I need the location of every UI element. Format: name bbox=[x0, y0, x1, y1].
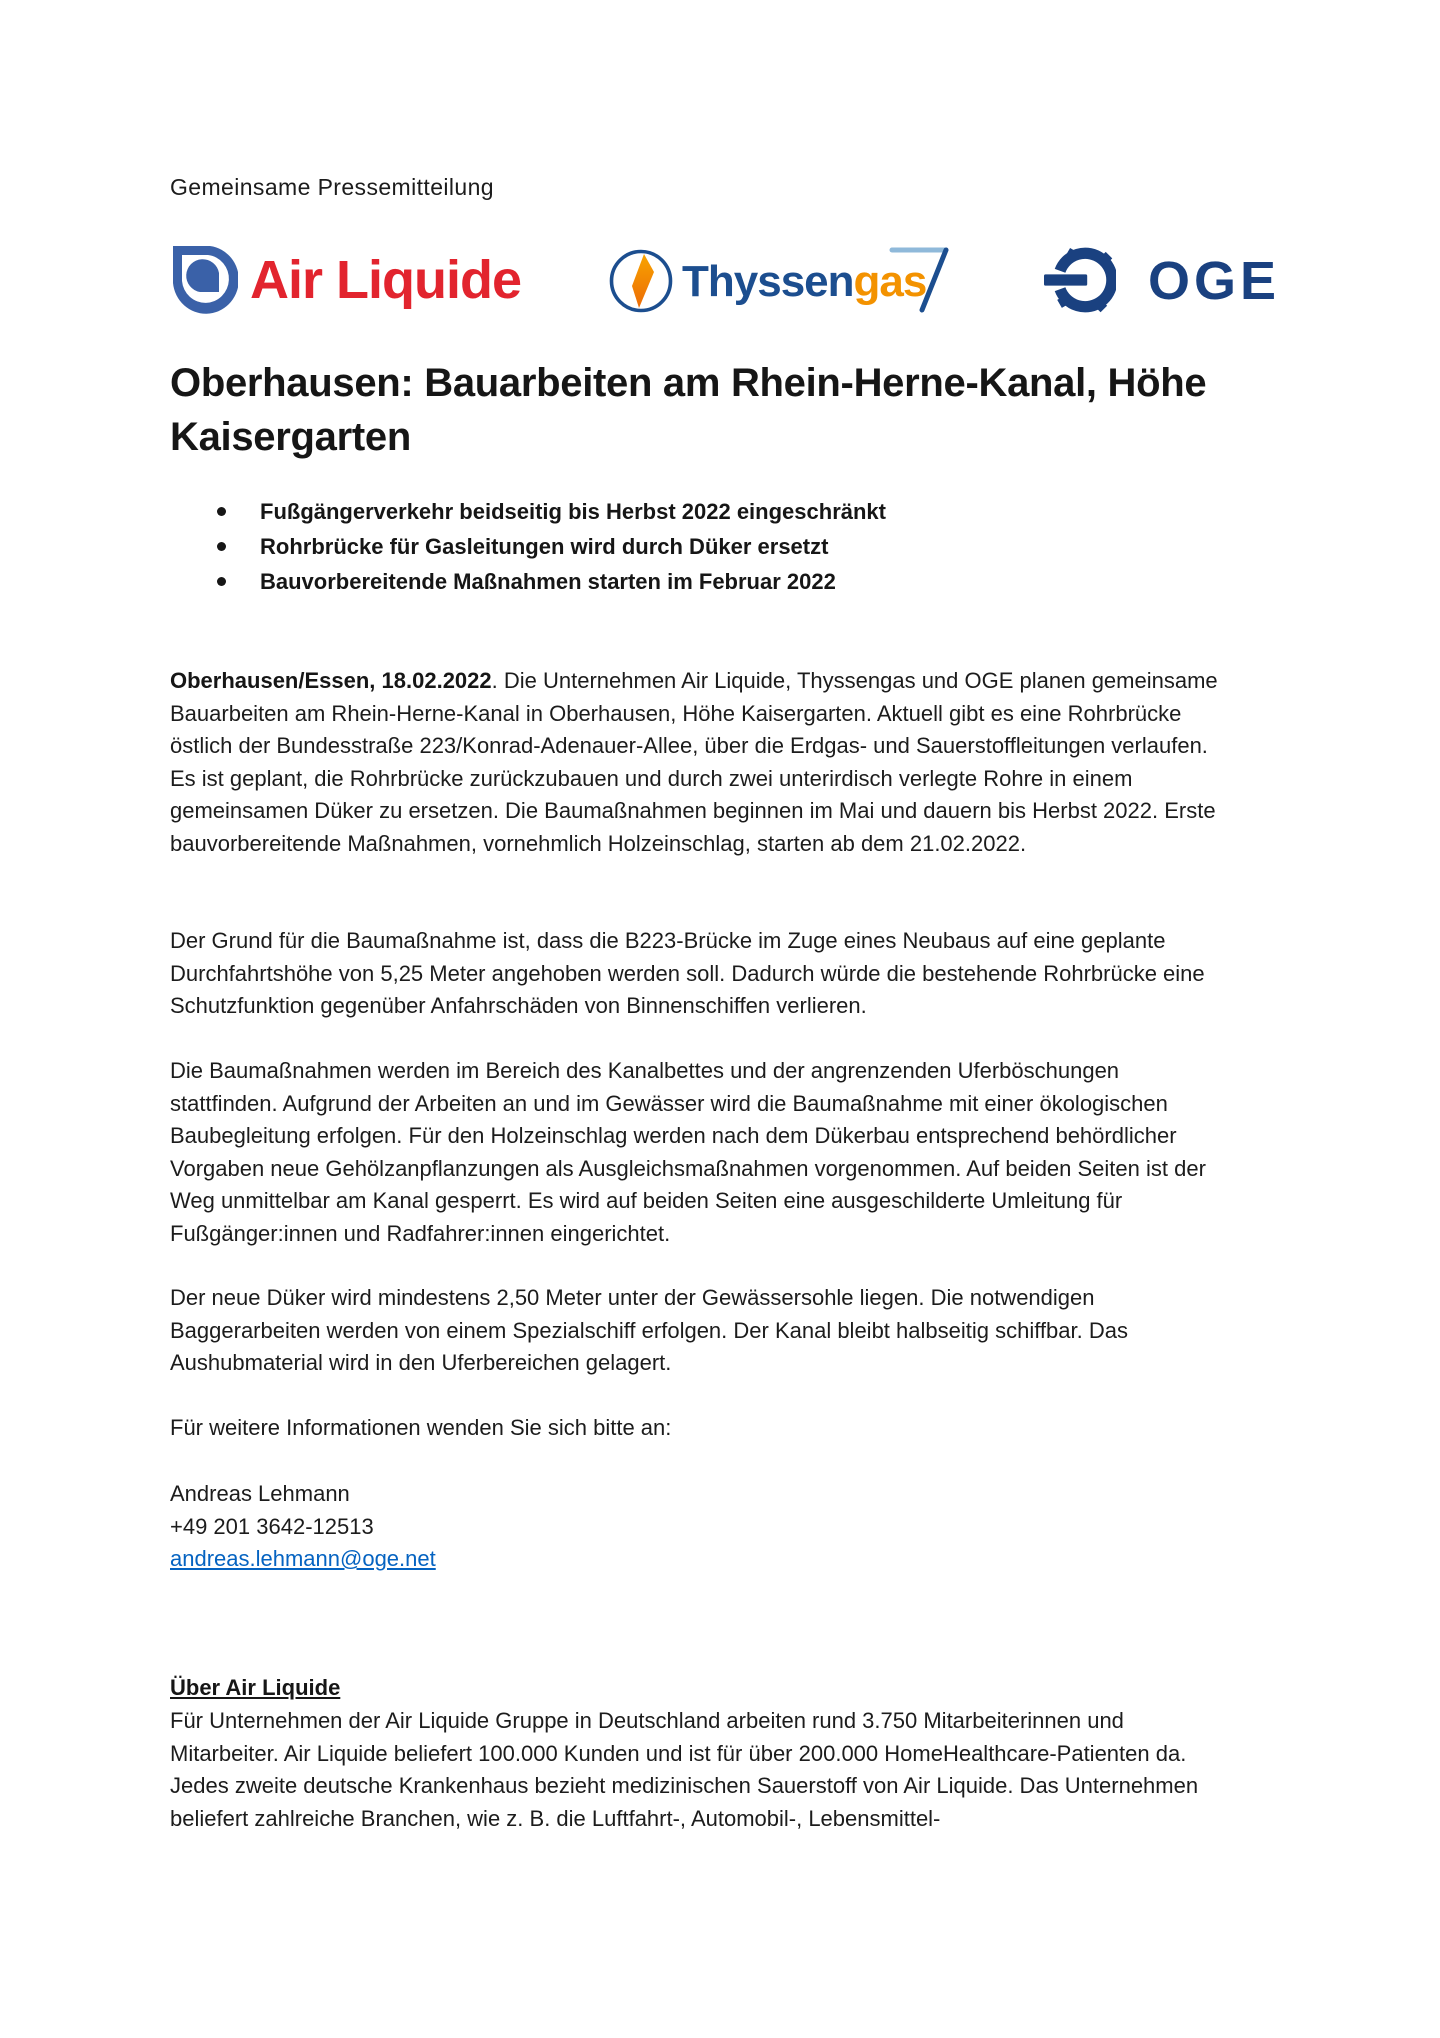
highlight-item bbox=[170, 529, 1270, 564]
oge-wordmark: OGE bbox=[1148, 251, 1281, 311]
contact-email-link[interactable]: andreas.lehmann@oge.net bbox=[170, 1546, 436, 1571]
contact-intro: Für weitere Informationen wenden Sie sich bitte an: bbox=[170, 1415, 672, 1440]
about-air-liquide-heading: Über Air Liquide bbox=[170, 1675, 341, 1700]
thyssengas-wordmark-thyssen: Thyssen bbox=[682, 257, 854, 306]
page-title: Oberhausen: Bauarbeiten am Rhein-Herne-Kanal, Höhe Kaisergarten bbox=[170, 361, 1207, 459]
paragraph-lead bbox=[170, 665, 1225, 860]
air-liquide-wordmark: Air Liquide bbox=[250, 250, 521, 310]
bullet-icon bbox=[217, 542, 226, 551]
thyssengas-flame-icon bbox=[608, 248, 674, 314]
dateline: Oberhausen/Essen, 18.02.2022 bbox=[170, 668, 492, 693]
bullet-icon bbox=[217, 577, 226, 586]
paragraph-dueker: Der neue Düker wird mindestens 2,50 Meter unter der Gewässersohle liegen. Die notwendigen Baggerarbeiten werden von einem Spezialschiff erfolgen. Der Kanal bleibt halbseitig schiffbar. Das Aushubmaterial wird in den Uferbereichen gelagert. bbox=[170, 1285, 1128, 1375]
highlights-list bbox=[170, 494, 1270, 599]
highlight-item bbox=[170, 564, 1270, 599]
about-air-liquide-body: Für Unternehmen der Air Liquide Gruppe in Deutschland arbeiten rund 3.750 Mitarbeiterinnen und Mitarbeiter. Air Liquide beliefert 100.000 Kunden und ist für über 200.000 HomeHealthcare-Patienten da. Jedes zweite deutsche Krankenhaus bezieht medizinischen Sauerstoff von Air Liquide. Das Unternehmen beliefert zahlreiche Branchen, wie z. B. die Luftfahrt-, Automobil-, Lebensmittel- bbox=[170, 1708, 1199, 1831]
highlight-text: Fußgängerverkehr beidseitig bis Herbst 2022 eingeschränkt bbox=[260, 499, 886, 524]
paragraph-lead-text: . Die Unternehmen Air Liquide, Thyssengas und OGE planen gemeinsame Bauarbeiten am Rhein-Herne-Kanal in Oberhausen, Höhe Kaisergarten. Aktuell gibt es eine Rohrbrücke östlich der Bundesstraße 223/Konrad-Adenauer-Allee, über die Erdgas- und Sauerstoffleitungen verlaufen. Es ist geplant, die Rohrbrücke zurückzubauen und durch zwei unterirdisch verlegte Rohre in einem gemeinsamen Düker zu ersetzen. Die Baumaßnahmen beginnen im Mai und dauern bis Herbst 2022. Erste bauvorbereitende Maßnahmen, vornehmlich Holzeinschlag, starten ab dem 21.02.2022. bbox=[170, 668, 1218, 856]
highlight-item bbox=[170, 494, 1270, 529]
highlight-text: Rohrbrücke für Gasleitungen wird durch Düker ersetzt bbox=[260, 534, 829, 559]
thyssengas-wordmark-gas: gas bbox=[853, 257, 927, 306]
contact-name: Andreas Lehmann bbox=[170, 1481, 350, 1506]
document-kicker: Gemeinsame Pressemitteilung bbox=[170, 174, 494, 200]
logo-row bbox=[170, 240, 1290, 324]
air-liquide-drop-icon bbox=[172, 245, 238, 315]
contact-block bbox=[170, 1478, 436, 1576]
bullet-icon bbox=[217, 507, 226, 516]
highlight-text: Bauvorbereitende Maßnahmen starten im Februar 2022 bbox=[260, 569, 836, 594]
contact-phone: +49 201 3642-12513 bbox=[170, 1513, 374, 1539]
oge-pipeline-icon bbox=[1044, 246, 1116, 314]
paragraph-reason: Der Grund für die Baumaßnahme ist, dass die B223-Brücke im Zuge eines Neubaus auf eine geplante Durchfahrtshöhe von 5,25 Meter angehoben werden soll. Dadurch würde die bestehende Rohrbrücke eine Schutzfunktion gegenüber Anfahrschäden von Binnenschiffen verlieren. bbox=[170, 928, 1205, 1018]
thyssengas-wordmark bbox=[682, 257, 926, 307]
paragraph-scope: Die Baumaßnahmen werden im Bereich des Kanalbettes und der angrenzenden Uferböschungen stattfinden. Aufgrund der Arbeiten an und im Gewässer wird die Baumaßnahme mit einer ökologischen Baubegleitung erfolgen. Für den Holzeinschlag werden nach dem Dükerbau entsprechend behördlicher Vorgaben neue Gehölzanpflanzungen als Ausgleichsmaßnahmen vorgenommen. Auf beiden Seiten ist der Weg unmittelbar am Kanal gesperrt. Es wird auf beiden Seiten eine ausgeschilderte Umleitung für Fußgänger:innen und Radfahrer:innen eingerichtet. bbox=[170, 1058, 1206, 1246]
